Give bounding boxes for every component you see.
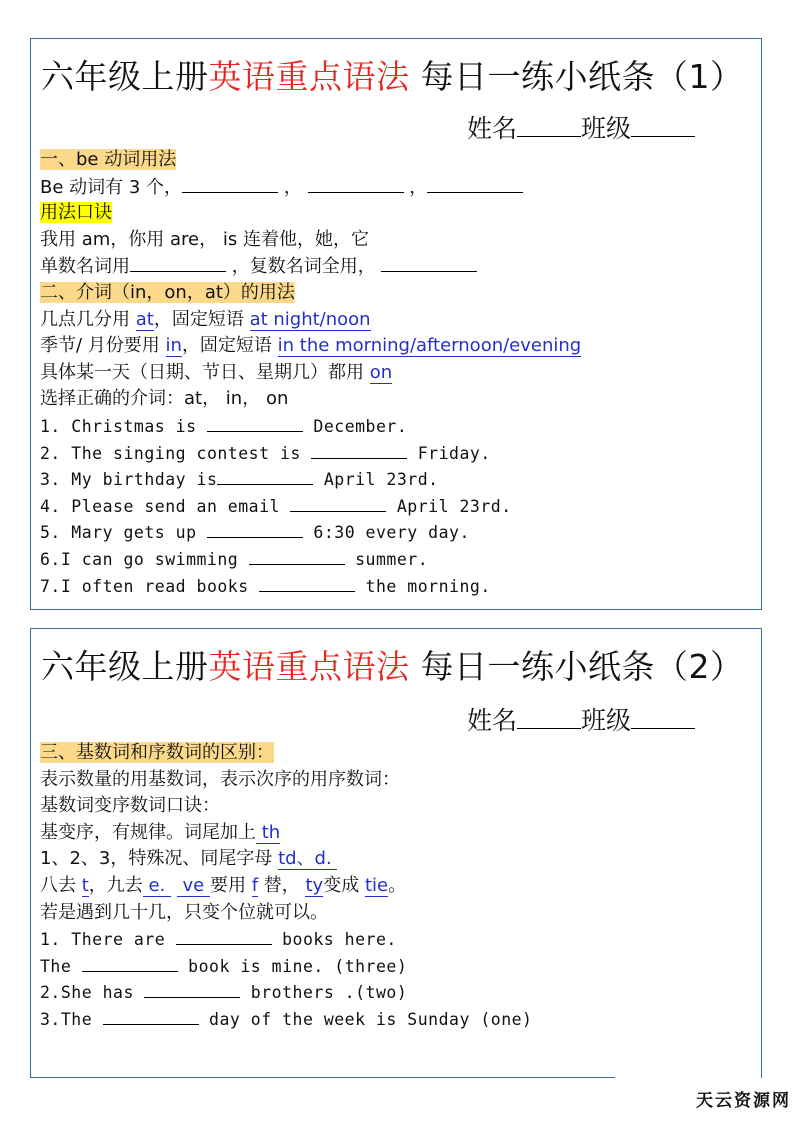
answer-blank[interactable]	[182, 174, 278, 193]
text-line	[40, 846, 533, 873]
line-text: 要用	[209, 874, 252, 896]
text-line	[40, 307, 581, 334]
title-part: 每日一练小纸条（2）	[409, 647, 744, 686]
text-line	[40, 493, 581, 520]
answer-blank[interactable]	[249, 546, 345, 565]
text-line	[40, 740, 533, 767]
exercise-text: 4. Please send an email	[40, 496, 291, 516]
sheet-title	[41, 641, 744, 688]
worksheet-card-2	[30, 628, 762, 1078]
line-text: ，固定短语	[181, 335, 278, 357]
line-text: ，九去	[88, 874, 143, 896]
line-text: 八去	[40, 874, 82, 896]
section-heading: 三、基数词和序数词的区别：	[40, 742, 274, 763]
name-class-row	[467, 109, 695, 145]
text-line	[40, 873, 533, 900]
line-text: 具体某一天（日期、节日、星期几）都用	[40, 361, 370, 383]
title-part: 六年级上册	[41, 647, 209, 686]
answer-text: ve	[176, 874, 210, 896]
exercise-text: day of the week is Sunday (one)	[198, 1009, 533, 1029]
section-heading: 二、介词（in，on，at）的用法	[40, 281, 295, 303]
answer-blank[interactable]	[427, 174, 523, 193]
answer-text: at	[135, 308, 154, 330]
answer-text: td、d.	[278, 848, 338, 870]
title-part: 每日一练小纸条（1）	[409, 57, 744, 96]
exercise-text: The	[40, 956, 82, 976]
answer-text: tie	[364, 874, 389, 896]
section-heading: 一、be 动词用法	[40, 149, 177, 170]
card-2-bottom-border	[30, 1077, 615, 1078]
answer-blank[interactable]	[217, 466, 313, 485]
name-label: 姓名	[467, 114, 518, 143]
text-line	[40, 793, 533, 820]
answer-text: on	[369, 361, 393, 383]
answer-blank[interactable]	[381, 253, 477, 272]
name-label: 姓名	[467, 706, 518, 735]
text-line	[40, 200, 581, 227]
answer-text: e.	[142, 874, 172, 896]
text-line	[40, 413, 581, 440]
exercise-text: April 23rd.	[386, 496, 512, 516]
exercise-text: 3.The	[40, 1009, 103, 1029]
answer-blank[interactable]	[290, 493, 386, 512]
line-text	[171, 875, 177, 896]
text-line	[40, 360, 581, 387]
text-line	[40, 227, 581, 254]
text-line	[40, 953, 533, 980]
class-blank[interactable]	[631, 114, 695, 137]
line-text: ，	[403, 176, 428, 198]
answer-blank[interactable]	[82, 953, 178, 972]
line-text: 替，	[258, 874, 306, 896]
text-line	[40, 573, 581, 600]
answer-blank[interactable]	[308, 174, 404, 193]
sheet-title	[41, 51, 744, 98]
exercise-text: book is mine. (three)	[177, 956, 408, 976]
answer-blank[interactable]	[176, 926, 272, 945]
exercise-text: April 23rd.	[313, 470, 439, 490]
title-part: 六年级上册	[41, 57, 209, 96]
line-text: 。	[388, 874, 407, 896]
line-text: ，	[278, 176, 308, 198]
line-text: 季节/ 月份要用	[40, 335, 166, 357]
text-line	[40, 767, 533, 794]
exercise-text: 2.She has	[40, 983, 145, 1003]
line-text: 基变序，有规律。词尾加上	[40, 821, 256, 843]
text-line	[40, 440, 581, 467]
text-line	[40, 466, 581, 493]
exercise-text: the morning.	[355, 576, 491, 596]
class-label: 班级	[581, 706, 632, 735]
line-text: 我用 am，你用 are， is 连着他，她，它	[40, 228, 369, 250]
title-highlight: 英语重点语法	[208, 647, 410, 686]
worksheet-card-1	[30, 38, 762, 610]
exercise-text: 1. There are	[40, 930, 176, 950]
subheading: 用法口诀	[40, 202, 112, 224]
exercise-text: brothers .(two)	[240, 983, 408, 1003]
text-line	[40, 386, 581, 413]
text-line	[40, 253, 581, 280]
answer-blank[interactable]	[130, 253, 226, 272]
line-text: 若是遇到几十几，只变个位就可以。	[40, 901, 328, 923]
exercise-text: summer.	[344, 549, 429, 569]
text-line	[40, 147, 581, 174]
answer-text: ty	[305, 874, 324, 896]
answer-blank[interactable]	[207, 519, 303, 538]
text-line	[40, 333, 581, 360]
text-line	[40, 546, 581, 573]
class-label: 班级	[581, 114, 632, 143]
name-blank[interactable]	[517, 706, 581, 729]
answer-text: th	[256, 821, 281, 843]
exercise-text: 3. My birthday is	[40, 470, 218, 490]
text-line	[40, 979, 533, 1006]
content-lines	[40, 740, 533, 1033]
answer-blank[interactable]	[103, 1006, 199, 1025]
name-blank[interactable]	[517, 114, 581, 137]
exercise-text: 1. Christmas is	[40, 416, 207, 436]
answer-blank[interactable]	[311, 440, 407, 459]
answer-blank[interactable]	[207, 413, 303, 432]
answer-blank[interactable]	[259, 573, 355, 592]
text-line	[40, 926, 533, 953]
answer-text: f	[251, 874, 259, 896]
text-line	[40, 1006, 533, 1033]
class-blank[interactable]	[631, 706, 695, 729]
content-lines	[40, 147, 581, 599]
watermark: 天云资源网	[696, 1091, 791, 1111]
text-line	[40, 174, 581, 201]
line-text: Be 动词有 3 个，	[40, 176, 183, 198]
answer-blank[interactable]	[144, 979, 240, 998]
name-class-row	[467, 701, 695, 737]
exercise-text: Friday.	[407, 443, 491, 463]
exercise-text: 5. Mary gets up	[40, 523, 207, 543]
title-highlight: 英语重点语法	[208, 57, 410, 96]
exercise-text: books here.	[271, 930, 397, 950]
line-text: 选择正确的介词：at， in， on	[40, 388, 289, 410]
exercise-text: 2. The singing contest is	[40, 443, 312, 463]
line-text: 变成	[323, 874, 365, 896]
answer-text: in	[165, 335, 182, 357]
text-line	[40, 900, 533, 927]
answer-text: in the morning/afternoon/evening	[277, 335, 582, 357]
exercise-text: 7.I often read books	[40, 576, 260, 596]
exercise-text: December.	[302, 416, 408, 436]
exercise-text: 6:30 every day.	[302, 523, 470, 543]
line-text: 表示数量的用基数词，表示次序的用序数词：	[40, 768, 400, 790]
line-text: 基数词变序数词口诀：	[40, 795, 220, 817]
line-text: 单数名词用	[40, 256, 130, 278]
text-line	[40, 519, 581, 546]
text-line	[40, 280, 581, 307]
text-line	[40, 820, 533, 847]
exercise-text: 6.I can go swimming	[40, 549, 249, 569]
line-text: ，复数名词全用，	[226, 256, 382, 278]
line-text: 几点几分用	[40, 308, 136, 330]
answer-text: at night/noon	[249, 308, 371, 330]
answer-text: t	[81, 874, 89, 896]
line-text: ，固定短语	[153, 308, 250, 330]
line-text: 1、2、3，特殊况、同尾字母	[40, 848, 279, 870]
